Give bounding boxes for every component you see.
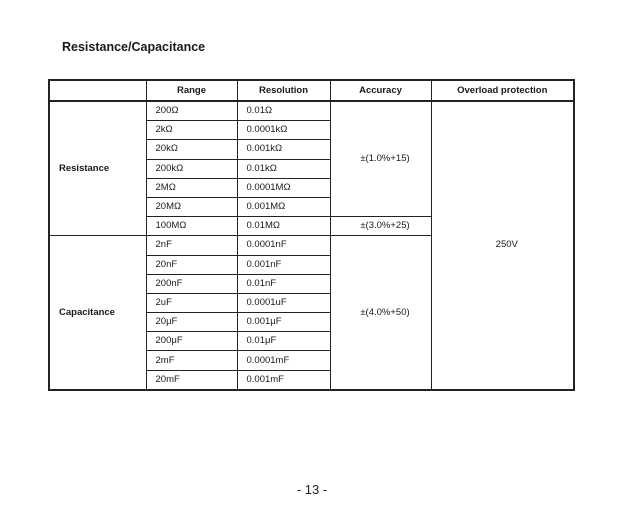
spec-table bbox=[48, 79, 575, 391]
range-cell: 20μF bbox=[146, 313, 237, 332]
range-cell: 2uF bbox=[146, 293, 237, 312]
header-range: Range bbox=[146, 80, 237, 101]
range-cell: 20mF bbox=[146, 370, 237, 390]
section-title: Resistance/Capacitance bbox=[62, 40, 206, 54]
group-resistance: Resistance bbox=[49, 101, 146, 236]
range-cell: 200μF bbox=[146, 332, 237, 351]
header-overload: Overload protection bbox=[431, 80, 574, 101]
range-cell: 20MΩ bbox=[146, 197, 237, 216]
resolution-cell: 0.01μF bbox=[237, 332, 330, 351]
resolution-cell: 0.0001kΩ bbox=[237, 121, 330, 140]
accuracy-resistance-main: ±(1.0%+15) bbox=[330, 101, 431, 217]
header-resolution: Resolution bbox=[237, 80, 330, 101]
resolution-cell: 0.001kΩ bbox=[237, 140, 330, 159]
header-blank bbox=[49, 80, 146, 101]
resolution-cell: 0.01Ω bbox=[237, 101, 330, 121]
accuracy-capacitance: ±(4.0%+50) bbox=[330, 236, 431, 390]
table-row bbox=[49, 101, 574, 121]
range-cell: 2MΩ bbox=[146, 178, 237, 197]
range-cell: 20kΩ bbox=[146, 140, 237, 159]
resolution-cell: 0.001MΩ bbox=[237, 197, 330, 216]
range-cell: 2kΩ bbox=[146, 121, 237, 140]
resolution-cell: 0.0001mF bbox=[237, 351, 330, 370]
range-cell: 200Ω bbox=[146, 101, 237, 121]
resolution-cell: 0.01nF bbox=[237, 274, 330, 293]
range-cell: 2mF bbox=[146, 351, 237, 370]
header-row bbox=[49, 80, 574, 101]
resolution-cell: 0.01kΩ bbox=[237, 159, 330, 178]
range-cell: 20nF bbox=[146, 255, 237, 274]
page-number: - 13 - bbox=[296, 482, 328, 497]
resolution-cell: 0.001mF bbox=[237, 370, 330, 390]
range-cell: 200kΩ bbox=[146, 159, 237, 178]
range-cell: 100MΩ bbox=[146, 217, 237, 236]
resolution-cell: 0.0001MΩ bbox=[237, 178, 330, 197]
overload-value: 250V bbox=[431, 101, 574, 390]
range-cell: 2nF bbox=[146, 236, 237, 255]
resolution-cell: 0.0001nF bbox=[237, 236, 330, 255]
group-capacitance: Capacitance bbox=[49, 236, 146, 390]
accuracy-resistance-last: ±(3.0%+25) bbox=[330, 217, 431, 236]
resolution-cell: 0.01MΩ bbox=[237, 217, 330, 236]
resolution-cell: 0.001μF bbox=[237, 313, 330, 332]
range-cell: 200nF bbox=[146, 274, 237, 293]
resolution-cell: 0.0001uF bbox=[237, 293, 330, 312]
resolution-cell: 0.001nF bbox=[237, 255, 330, 274]
header-accuracy: Accuracy bbox=[330, 80, 431, 101]
